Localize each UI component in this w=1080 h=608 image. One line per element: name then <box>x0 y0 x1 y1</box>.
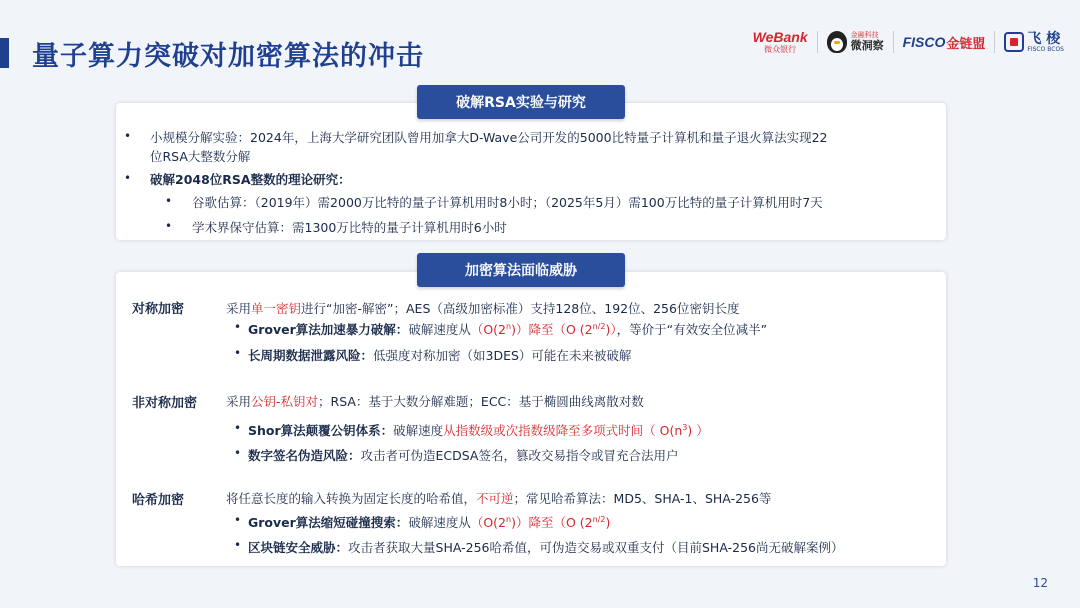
asymmetric-desc-post: ；RSA：基于大数分解难题；ECC：基于椭圆曲线离散对数 <box>318 394 644 409</box>
rsa-research-header: 破解RSA实验与研究 <box>417 85 625 119</box>
logo-divider <box>817 31 818 53</box>
fisco-logo <box>903 33 986 52</box>
feige-icon <box>1004 32 1024 52</box>
bullet-icon: • <box>124 129 132 143</box>
bullet-icon: • <box>124 171 132 185</box>
asymmetric-label: 非对称加密 <box>132 396 198 411</box>
fisco-logo-subtext: 金链盟 <box>946 36 986 52</box>
title-accent-bar <box>0 38 9 68</box>
shor-item <box>248 421 709 439</box>
grover-hash-complexity: （O(2$^n$)）降至（O $(2^{n/2})$ <box>470 514 611 530</box>
webank-logo-subtext: 微众银行 <box>764 45 797 54</box>
grover-hash-text: 破解速度从 <box>408 515 471 530</box>
webank-logo-text: WeBank <box>752 29 808 45</box>
weidongcha-logo <box>827 31 884 53</box>
weidongcha-logo-subtext: 金融科技 <box>850 31 879 40</box>
crypto-threat-header: 加密算法面临威胁 <box>417 253 625 287</box>
google-estimate: 谷歌估算：（2019年）需2000万比特的量子计算机用时8小时；（2025年5月）需100万比特的量子计算机用时7天 <box>192 195 823 210</box>
grover-hash-item <box>248 513 610 531</box>
fisco-logo-text: FISCO <box>902 34 946 50</box>
small-scale-text-cont: 位RSA大整数分解 <box>150 149 251 164</box>
feige-logo-subtext: FISCO BCOS <box>1027 45 1064 53</box>
logo-divider <box>994 31 995 53</box>
feige-logo <box>1004 32 1064 53</box>
signature-forgery-label: 数字签名伪造风险： <box>248 448 361 463</box>
hash-desc <box>226 489 771 507</box>
academic-estimate: 学术界保守估算：需1300万比特的量子计算机用时6小时 <box>192 220 507 235</box>
symmetric-desc-post: 进行“加密-解密”；AES（高级加密标准）支持128位、192位、256位密钥长度 <box>301 301 740 316</box>
penguin-icon <box>827 31 847 53</box>
grover-sym-label: Grover算法加速暴力破解： <box>248 322 409 337</box>
small-scale-label: 小规模分解实验： <box>150 130 251 145</box>
grover-sym-post: ，等价于“有效安全位减半” <box>616 322 768 337</box>
hash-desc-pre: 将任意长度的输入转换为固定长度的哈希值， <box>226 491 477 506</box>
page-number: 12 <box>1032 576 1048 590</box>
logo-strip <box>753 28 1064 56</box>
symmetric-key-highlight: 单一密钥 <box>251 301 302 316</box>
shor-complexity: 从指数级或次指数级降至多项式时间（ $O(n^3)$ ） <box>443 422 709 438</box>
logo-divider <box>893 31 894 53</box>
grover-sym-complexity: （O(2$^n$)）降至（O $(2^{n/2})$） <box>470 321 617 337</box>
bullet-icon: • <box>234 421 242 435</box>
shor-text: 破解速度 <box>393 423 444 438</box>
signature-forgery-item <box>248 446 679 464</box>
symmetric-label: 对称加密 <box>132 302 185 317</box>
symmetric-desc-pre: 采用 <box>226 301 252 316</box>
long-term-leak-label: 长周期数据泄露风险： <box>248 348 374 363</box>
bullet-icon: • <box>234 346 242 360</box>
hash-label: 哈希加密 <box>132 493 185 508</box>
grover-sym-text: 破解速度从 <box>408 322 471 337</box>
rsa2048-heading: 破解2048位RSA整数的理论研究： <box>150 172 351 187</box>
feige-logo-text: 飞 梭 <box>1027 30 1061 47</box>
bullet-icon: • <box>234 320 242 334</box>
signature-forgery-text: 攻击者可伪造ECDSA签名，篡改交易指令或冒充合法用户 <box>360 448 679 463</box>
weidongcha-logo-text: 微洞察 <box>850 38 884 52</box>
grover-sym-item <box>248 320 767 338</box>
blockchain-threat-item <box>248 538 843 556</box>
bullet-icon: • <box>234 446 242 460</box>
blockchain-threat-text: 攻击者获取大量SHA-256哈希值，可伪造交易或双重支付（目前SHA-256尚无破解案例） <box>348 540 844 555</box>
grover-hash-label: Grover算法缩短碰撞搜索： <box>248 515 409 530</box>
webank-logo <box>753 30 808 54</box>
blockchain-threat-label: 区块链安全威胁： <box>248 540 349 555</box>
irreversible-highlight: 不可逆 <box>476 491 514 506</box>
long-term-leak-item <box>248 346 631 364</box>
bullet-icon: • <box>234 513 242 527</box>
small-scale-experiment <box>150 128 827 146</box>
shor-label: Shor算法颠覆公钥体系： <box>248 423 394 438</box>
asymmetric-desc <box>226 392 644 410</box>
bullet-icon: • <box>165 194 173 208</box>
symmetric-desc <box>226 299 739 317</box>
bullet-icon: • <box>165 219 173 233</box>
hash-desc-post: ；常见哈希算法：MD5、SHA-1、SHA-256等 <box>513 491 772 506</box>
bullet-icon: • <box>234 538 242 552</box>
keypair-highlight: 公钥-私钥对 <box>251 394 319 409</box>
long-term-leak-text: 低强度对称加密（如3DES）可能在未来被破解 <box>373 348 632 363</box>
page-title: 量子算力突破对加密算法的冲击 <box>32 41 424 72</box>
asymmetric-desc-pre: 采用 <box>226 394 252 409</box>
small-scale-text: 2024年，上海大学研究团队曾用加拿大D-Wave公司开发的5000比特量子计算机和量子退火算法实现22 <box>250 130 828 145</box>
